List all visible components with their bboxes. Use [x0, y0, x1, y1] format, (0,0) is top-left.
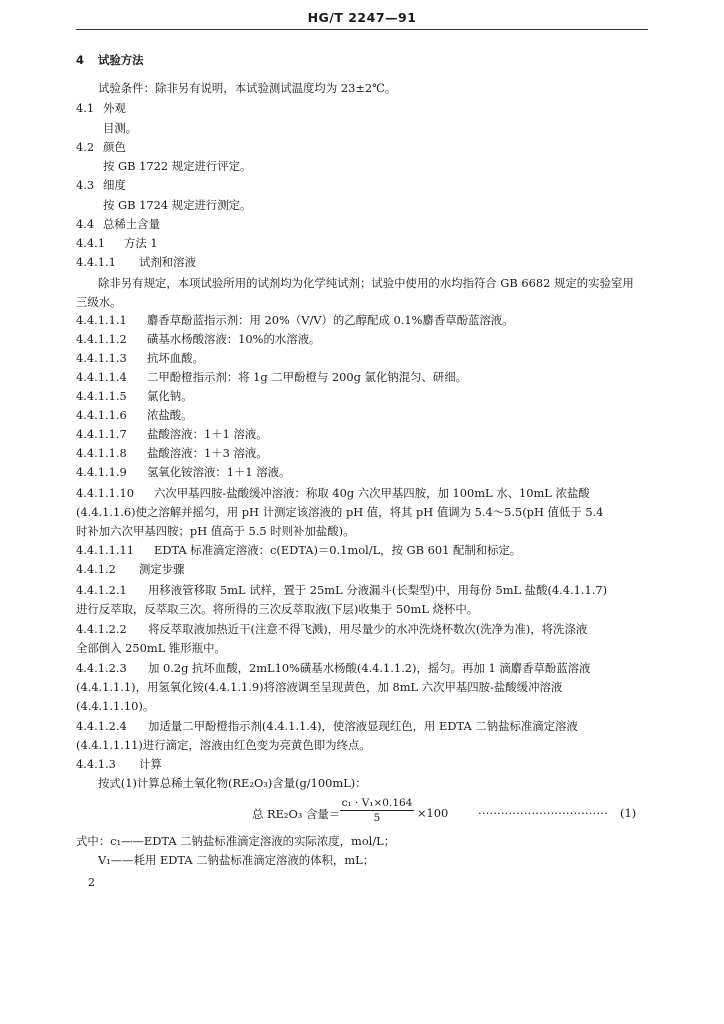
section-title: 外观: [103, 101, 126, 115]
reagent-item: [76, 446, 268, 460]
equation-number: (1): [620, 806, 637, 820]
formula-lhs: 总 RE₂O₃ 含量＝: [252, 807, 341, 821]
section-title: 方法 1: [124, 236, 158, 250]
reagent-text: 麝香草酚蓝指示剂：用 20%（V/V）的乙醇配成 0.1%麝香草酚蓝溶液。: [147, 313, 514, 327]
reagent-text: 六次甲基四胺-盐酸缓冲溶液：称取 40g 六次甲基四胺，加 100mL 水、10mL 浓盐酸: [154, 486, 590, 500]
page-number: 2: [88, 876, 95, 889]
step-1-line1: [76, 583, 607, 597]
step-text: 加 0.2g 抗坏血酸，2mL10%磺基水杨酸(4.4.1.1.2)，摇匀。再加 1 滴麝香草酚蓝溶液: [148, 661, 591, 675]
reagent-text: 磺基水杨酸溶液：10%的水溶液。: [147, 332, 321, 346]
formula-numerator: c₁ · V₁×0.164: [341, 797, 413, 809]
step-4-line2: (4.4.1.1.11)进行滴定，溶液由红色变为亮黄色即为终点。: [76, 738, 371, 752]
reagent-item: [76, 370, 467, 384]
reagent-number: 4.4.1.1.2: [76, 332, 127, 346]
section-title: 试剂和溶液: [139, 255, 196, 269]
section-title: 计算: [139, 757, 162, 771]
section-4-4-heading: [76, 217, 160, 231]
where-c1: 式中：c₁——EDTA 二钠盐标准滴定溶液的实际浓度，mol/L；: [76, 834, 396, 848]
reagent-number: 4.4.1.1.3: [76, 351, 127, 365]
section-4-4-1-3-heading: [76, 757, 162, 771]
reagent-item: [76, 465, 290, 479]
test-condition-text: 试验条件：除非另有说明，本试验测试温度均为 23±2℃。: [98, 81, 397, 95]
step-number: 4.4.1.2.2: [76, 622, 127, 636]
reagent-text: 抗坏血酸。: [147, 351, 204, 365]
section-4-3-body: 按 GB 1724 规定进行测定。: [103, 198, 252, 212]
reagent-item: [76, 408, 193, 422]
section-4-4-1-2-heading: [76, 562, 185, 576]
reagent-number: 4.4.1.1.9: [76, 465, 127, 479]
section-number: 4.3: [76, 178, 95, 192]
section-number: 4.2: [76, 140, 95, 154]
section-4-heading: [76, 53, 144, 67]
section-title: 细度: [103, 178, 126, 192]
header-rule: [76, 29, 648, 30]
step-number: 4.4.1.2.4: [76, 719, 127, 733]
section-number: 4.1: [76, 101, 95, 115]
reagent-number: 4.4.1.1.4: [76, 370, 127, 384]
reagent-item: [76, 351, 204, 365]
where-v1: V₁——耗用 EDTA 二钠盐标准滴定溶液的体积，mL；: [98, 853, 375, 867]
section-number: 4.4.1.2: [76, 562, 116, 576]
step-number: 4.4.1.2.3: [76, 661, 127, 675]
reagent-text: EDTA 标准滴定溶液：c(EDTA)＝0.1mol/L，按 GB 601 配制和标定。: [154, 543, 522, 557]
formula-leader-dots: ··································: [478, 806, 608, 820]
reagent-item: [76, 427, 268, 441]
section-number: 4: [76, 53, 84, 67]
section-4-3-heading: [76, 178, 126, 192]
reagent-10-line2: (4.4.1.1.6)使之溶解并摇匀，用 pH 计测定该溶液的 pH 值，将其 pH 值调为 5.4～5.5(pH 值低于 5.4: [76, 505, 604, 519]
fraction-bar: [340, 810, 414, 811]
section-title: 试验方法: [98, 53, 144, 67]
step-text: 将反萃取液加热近干(注意不得飞溅)，用尽量少的水冲洗烧杯数次(洗净为准)，将洗涤液: [148, 622, 588, 636]
formula-fraction: [340, 797, 414, 824]
section-4-2-body: 按 GB 1722 规定进行评定。: [103, 159, 252, 173]
section-4-4-1-1-heading: [76, 255, 196, 269]
section-number: 4.4: [76, 217, 95, 231]
reagent-number: 4.4.1.1.11: [76, 543, 134, 557]
formula-1: [252, 797, 642, 831]
section-title: 总稀土含量: [103, 217, 160, 231]
reagent-item: [76, 389, 193, 403]
step-3-line1: [76, 661, 590, 675]
step-1-line2: 进行反萃取，反萃取三次。将所得的三次反萃取液(下层)收集于 50mL 烧杯中。: [76, 602, 479, 616]
section-title: 颜色: [103, 140, 126, 154]
reagent-text: 浓盐酸。: [147, 408, 193, 422]
step-text: 用移液管移取 5mL 试样，置于 25mL 分液漏斗(长梨型)中，用每份 5mL 盐酸(4.4.1.1.7): [148, 583, 608, 597]
step-3-line3: (4.4.1.1.10)。: [76, 699, 155, 713]
reagent-text: 氢氧化铵溶液：1＋1 溶液。: [147, 465, 291, 479]
section-4-2-heading: [76, 140, 126, 154]
reagent-10-line3: 时补加六次甲基四胺；pH 值高于 5.5 时则补加盐酸)。: [76, 524, 355, 538]
reagent-number: 4.4.1.1.1: [76, 313, 127, 327]
reagent-number: 4.4.1.1.10: [76, 486, 134, 500]
section-4-1-heading: [76, 101, 126, 115]
section-4-4-1-1-body: 除非另有规定，本项试验所用的试剂均为化学纯试剂；试验中使用的水均指符合 GB 6682 规定的实验室用三级水。: [76, 276, 634, 309]
formula-multiplier: ×100: [417, 806, 449, 820]
step-3-line2: (4.4.1.1.1)，用氢氧化铵(4.4.1.1.9)将溶液调至呈现黄色，加 8mL 六次甲基四胺-盐酸缓冲溶液: [76, 680, 563, 694]
calculation-intro: 按式(1)计算总稀土氧化物(RE₂O₃)含量(g/100mL)：: [98, 776, 367, 790]
step-4-line1: [76, 719, 578, 733]
section-number: 4.4.1: [76, 236, 105, 250]
reagent-number: 4.4.1.1.5: [76, 389, 127, 403]
reagent-10-line1: [76, 486, 590, 500]
section-number: 4.4.1.1: [76, 255, 116, 269]
step-text: 加适量二甲酚橙指示剂(4.4.1.1.4)，使溶液显现红色，用 EDTA 二钠盐标准滴定溶液: [148, 719, 578, 733]
reagent-11: [76, 543, 521, 557]
reagent-number: 4.4.1.1.7: [76, 427, 127, 441]
formula-denominator: 5: [373, 812, 381, 824]
reagent-item: [76, 332, 320, 346]
reagent-text: 盐酸溶液：1＋3 溶液。: [147, 446, 268, 460]
reagent-text: 氯化钠。: [147, 389, 193, 403]
reagent-number: 4.4.1.1.6: [76, 408, 127, 422]
section-number: 4.4.1.3: [76, 757, 116, 771]
step-2-line1: [76, 622, 587, 636]
reagent-item: [76, 313, 514, 327]
step-2-line2: 全部倒入 250mL 锥形瓶中。: [76, 641, 226, 655]
reagent-text: 二甲酚橙指示剂：将 1g 二甲酚橙与 200g 氯化钠混匀、研细。: [147, 370, 468, 384]
reagent-number: 4.4.1.1.8: [76, 446, 127, 460]
reagent-text: 盐酸溶液：1＋1 溶液。: [147, 427, 268, 441]
step-number: 4.4.1.2.1: [76, 583, 127, 597]
standard-code-header: HG/T 2247—91: [307, 10, 417, 25]
section-title: 测定步骤: [139, 562, 185, 576]
section-4-1-body: 目测。: [103, 121, 138, 135]
section-4-4-1-heading: [76, 236, 158, 250]
